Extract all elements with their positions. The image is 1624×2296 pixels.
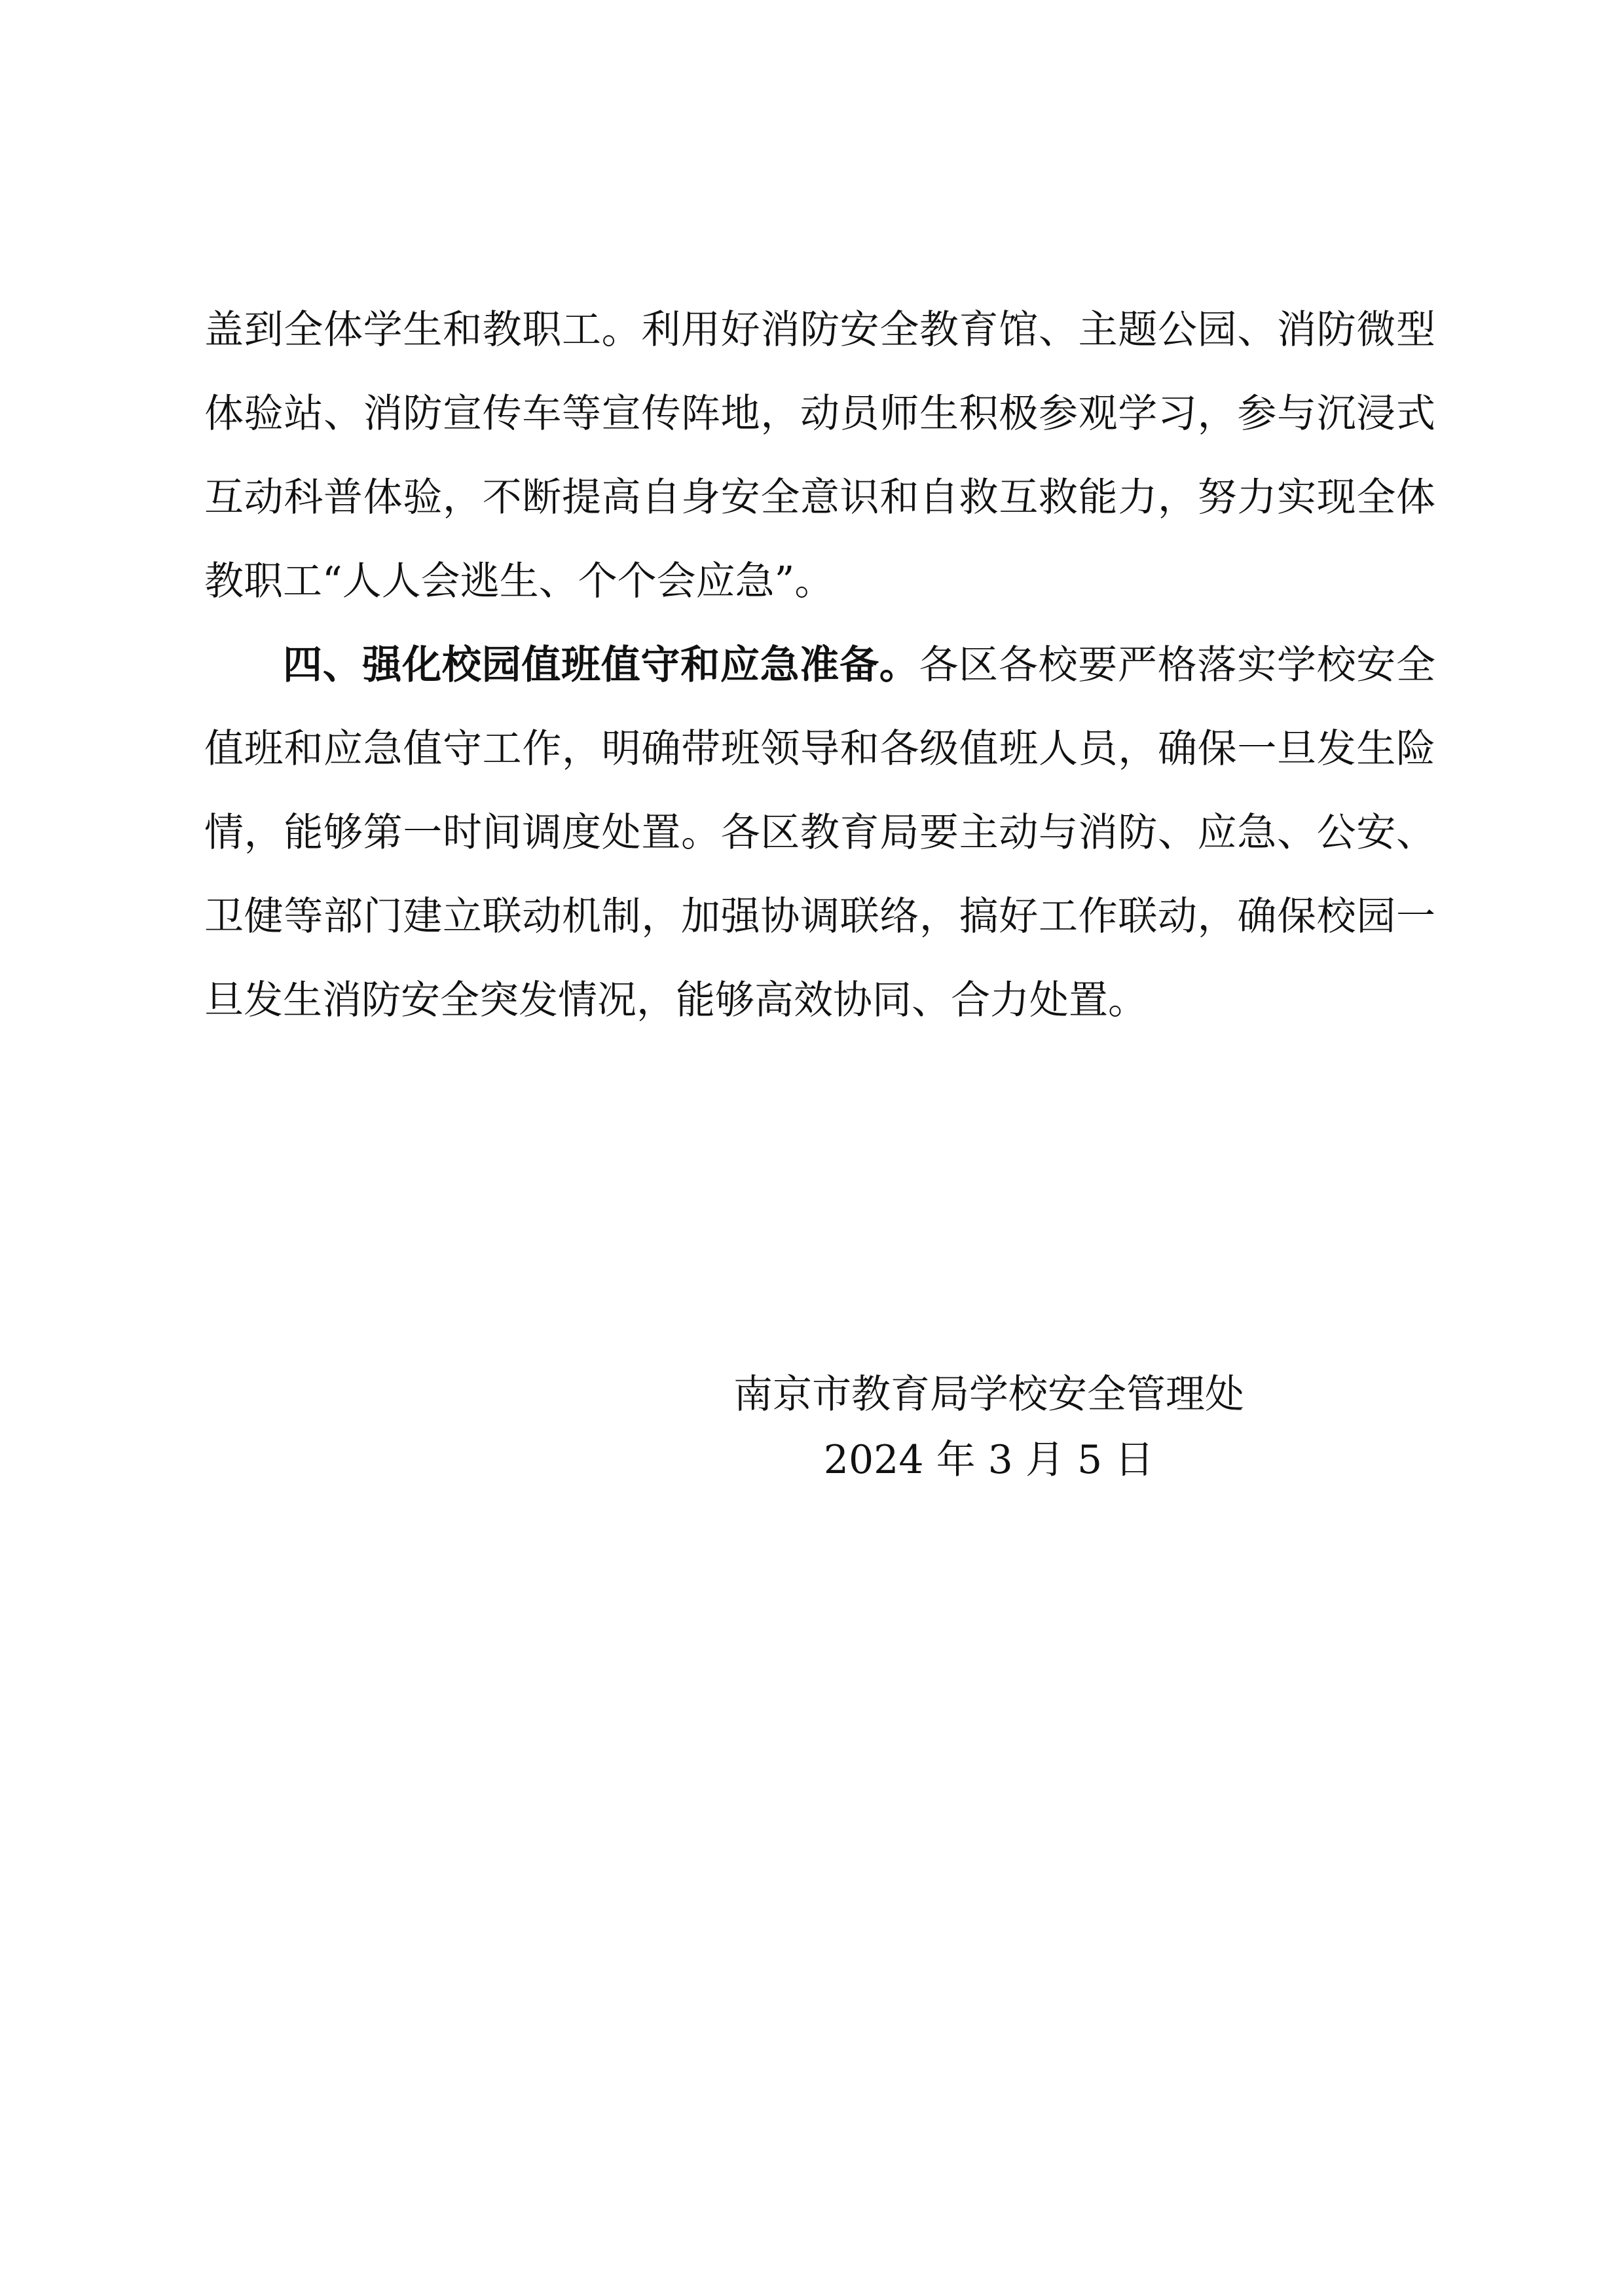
paragraph-section-four: [204, 623, 1435, 1042]
signature-block: [694, 1362, 1283, 1493]
document-body: [204, 288, 1435, 1042]
paragraph-continued: 盖到全体学生和教职工。利用好消防安全教育馆、主题公园、消防微型体验站、消防宣传车等宣传阵地，动员师生积极参观学习，参与沉浸式互动科普体验，不断提高自身安全意识和自救互救能力，努力实现全体教职工“人人会逃生、个个会应急”。: [204, 307, 1435, 604]
section-four-text: 各区各校要严格落实学校安全值班和应急值守工作，明确带班领导和各级值班人员，确保一旦发生险情，能够第一时间调度处置。各区教育局要主动与消防、应急、公安、卫健等部门建立联动机制，加强协调联络，搞好工作联动，确保校园一旦发生消防安全突发情况，能够高效协同、合力处置。: [204, 642, 1436, 1023]
signature-date: 2024 年 3 月 5 日: [823, 1437, 1154, 1483]
signature-organization: 南京市教育局学校安全管理处: [733, 1372, 1244, 1417]
section-four-heading: 四、强化校园值班值守和应急准备。: [283, 642, 919, 688]
